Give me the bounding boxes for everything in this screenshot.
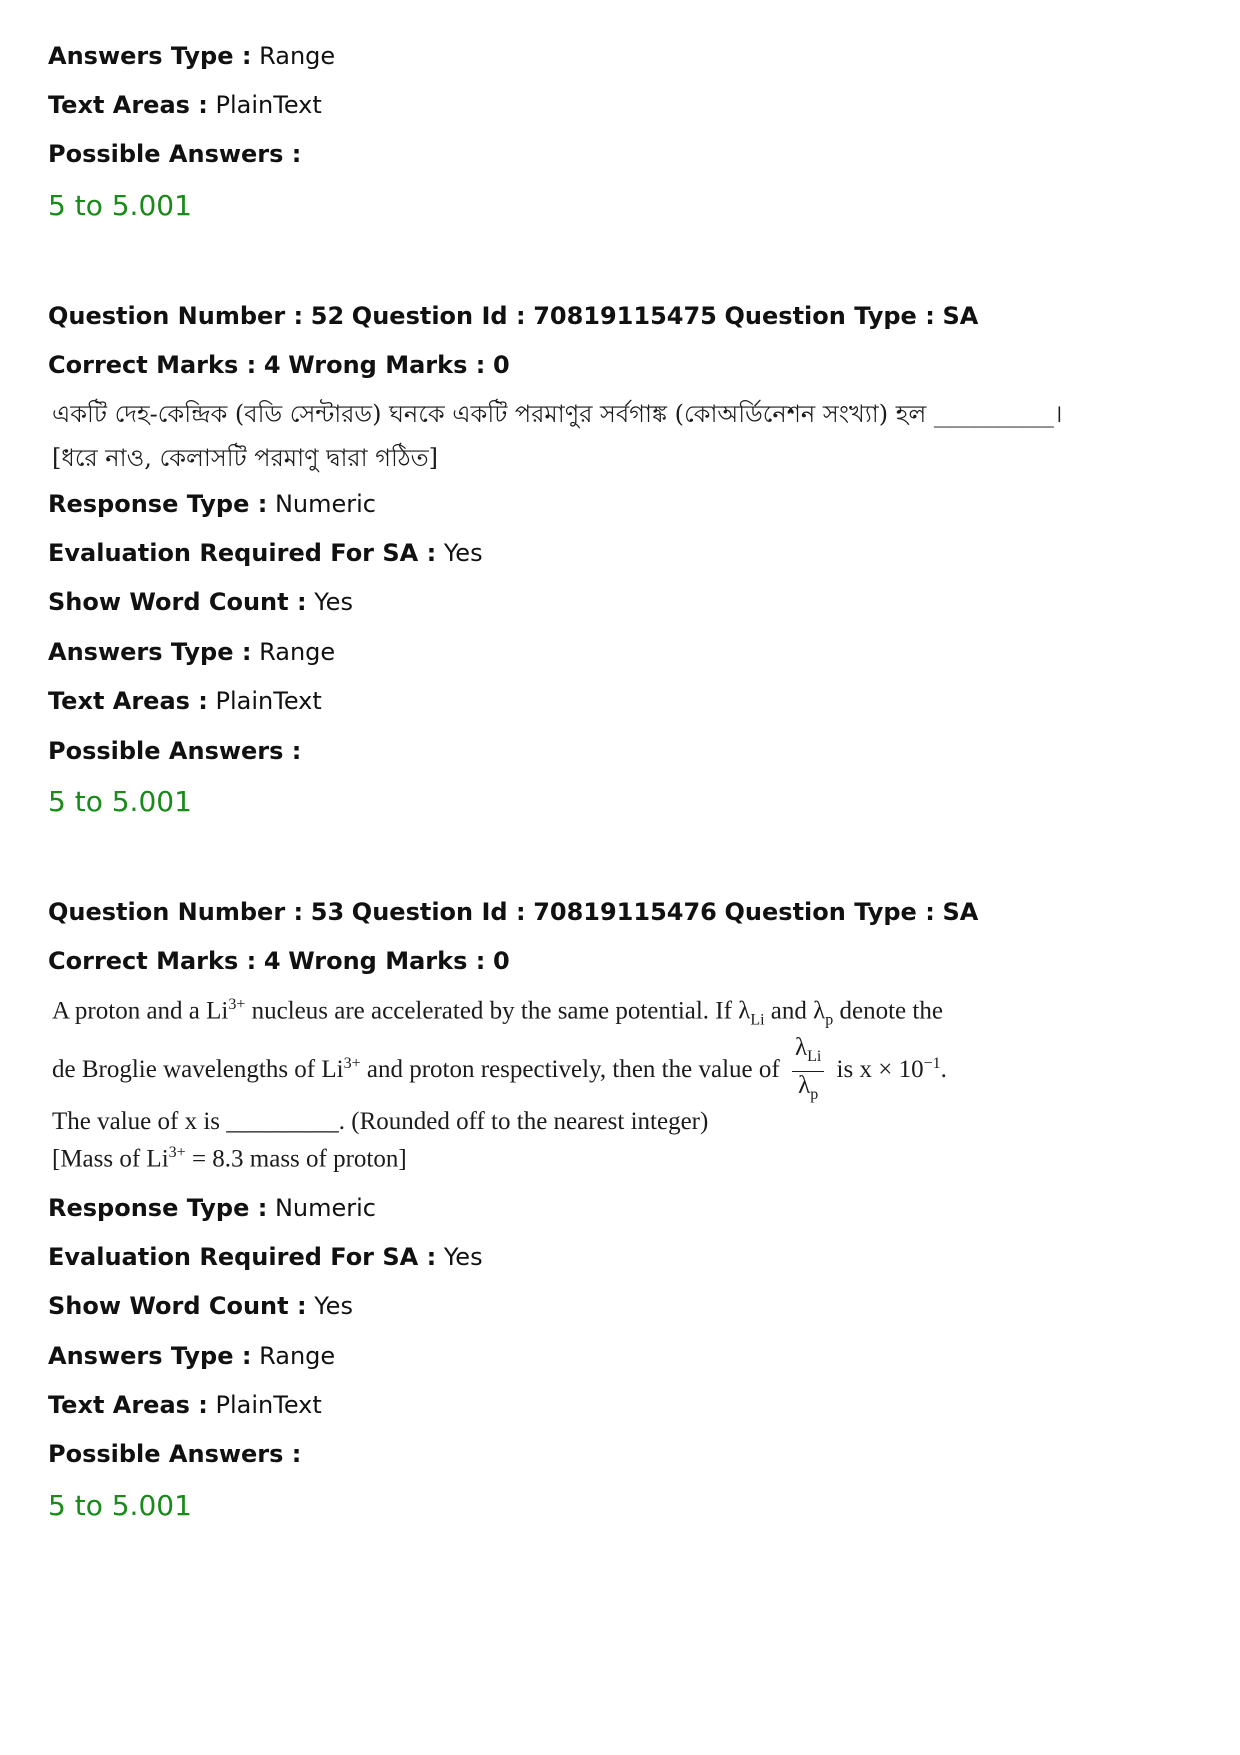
evaluation-required-row bbox=[48, 538, 483, 568]
question-text-line: A proton and a $Li^{3+}$ nucleus are accelerated by the same potential. If $\lambda_{Li}$ and $\lambda_p$ denote the bbox=[52, 996, 943, 1029]
question-type-label: Question Type : bbox=[724, 898, 935, 926]
question-number-value: 52 bbox=[310, 302, 345, 330]
show-word-count-value: Yes bbox=[314, 588, 353, 616]
question-id-label: Question Id : bbox=[351, 302, 526, 330]
answers-type-value: Range bbox=[259, 42, 336, 70]
text-areas-label: Text Areas : bbox=[48, 1391, 208, 1419]
wavelength-ratio-fraction: $\frac{\lambda_{Li}}{\lambda_p}$ bbox=[792, 1034, 824, 1109]
correct-marks-value: 4 bbox=[263, 351, 281, 379]
show-word-count-row bbox=[48, 1291, 353, 1321]
question-header-52 bbox=[48, 301, 978, 331]
question-type-value: SA bbox=[942, 898, 979, 926]
wrong-marks-value: 0 bbox=[492, 351, 510, 379]
text-areas-label: Text Areas : bbox=[48, 91, 208, 119]
show-word-count-label: Show Word Count : bbox=[48, 588, 307, 616]
wrong-marks-label: Wrong Marks : bbox=[288, 351, 486, 379]
evaluation-required-label: Evaluation Required For SA : bbox=[48, 1243, 437, 1271]
text-areas-value: PlainText bbox=[215, 1391, 322, 1419]
evaluation-required-row bbox=[48, 1242, 483, 1272]
question-number-label: Question Number : bbox=[48, 302, 304, 330]
question-text-line: The value of x is _________. (Rounded off to the nearest integer) bbox=[52, 1108, 709, 1135]
correct-marks-label: Correct Marks : bbox=[48, 947, 257, 975]
text-areas-value: PlainText bbox=[215, 91, 322, 119]
possible-answer-value: 5 to 5.001 bbox=[48, 189, 192, 222]
question-text-52 bbox=[52, 392, 1062, 480]
question-text-line: de Broglie wavelengths of $Li^{3+}$ and proton respectively, then the value of $\frac{\lambda_{Li}}{\lambda_p}$ is $x \times 10^{-1}$. bbox=[52, 1034, 947, 1109]
possible-answers-label: Possible Answers : bbox=[48, 140, 302, 168]
answers-type-value: Range bbox=[259, 1342, 336, 1370]
response-type-row bbox=[48, 489, 376, 519]
response-type-value: Numeric bbox=[274, 1194, 376, 1222]
question-text-53 bbox=[52, 990, 1012, 1180]
possible-answer-value: 5 to 5.001 bbox=[48, 1489, 192, 1522]
question-header-53 bbox=[48, 897, 978, 927]
answers-type-value: Range bbox=[259, 638, 336, 666]
answers-type-label: Answers Type : bbox=[48, 638, 252, 666]
text-areas-row bbox=[48, 686, 322, 716]
question-id-value: 70819115475 bbox=[533, 302, 717, 330]
wrong-marks-value: 0 bbox=[492, 947, 510, 975]
wrong-marks-label: Wrong Marks : bbox=[288, 947, 486, 975]
response-type-label: Response Type : bbox=[48, 490, 268, 518]
evaluation-required-label: Evaluation Required For SA : bbox=[48, 539, 437, 567]
question-text-line: একটি দেহ-কেন্দ্রিক (বডি সেন্টারড) ঘনকে একটি পরমাণুর সর্বগাঙ্ক (কোঅর্ডিনেশন সংখ্যা) হল __________। bbox=[52, 400, 1063, 428]
show-word-count-value: Yes bbox=[314, 1292, 353, 1320]
answers-type-row bbox=[48, 1341, 335, 1371]
correct-marks-label: Correct Marks : bbox=[48, 351, 257, 379]
evaluation-required-value: Yes bbox=[443, 1243, 483, 1271]
answers-type-row bbox=[48, 41, 335, 71]
text-areas-value: PlainText bbox=[215, 687, 322, 715]
marks-row-53 bbox=[48, 946, 510, 976]
correct-marks-value: 4 bbox=[263, 947, 281, 975]
question-text-line: [ধরে নাও, কেলাসটি পরমাণু দ্বারা গঠিত] bbox=[52, 444, 439, 472]
possible-answer-value: 5 to 5.001 bbox=[48, 785, 192, 818]
possible-answers-row bbox=[48, 736, 301, 766]
question-number-value: 53 bbox=[310, 898, 345, 926]
possible-answers-label: Possible Answers : bbox=[48, 737, 302, 765]
response-type-row bbox=[48, 1193, 376, 1223]
text-areas-row bbox=[48, 1390, 322, 1420]
evaluation-required-value: Yes bbox=[443, 539, 483, 567]
possible-answers-label: Possible Answers : bbox=[48, 1440, 302, 1468]
text-areas-row bbox=[48, 90, 322, 120]
answers-type-row bbox=[48, 637, 335, 667]
response-type-value: Numeric bbox=[274, 490, 376, 518]
question-text-line: [Mass of $Li^{3+} = 8.3$ mass of proton] bbox=[52, 1144, 407, 1173]
answers-type-label: Answers Type : bbox=[48, 42, 252, 70]
question-type-value: SA bbox=[942, 302, 979, 330]
possible-answers-row bbox=[48, 139, 301, 169]
show-word-count-row bbox=[48, 587, 353, 617]
possible-answers-row bbox=[48, 1439, 301, 1469]
question-number-label: Question Number : bbox=[48, 898, 304, 926]
question-type-label: Question Type : bbox=[724, 302, 935, 330]
response-type-label: Response Type : bbox=[48, 1194, 268, 1222]
answers-type-label: Answers Type : bbox=[48, 1342, 252, 1370]
show-word-count-label: Show Word Count : bbox=[48, 1292, 307, 1320]
text-areas-label: Text Areas : bbox=[48, 687, 208, 715]
question-id-label: Question Id : bbox=[351, 898, 526, 926]
marks-row-52 bbox=[48, 350, 510, 380]
question-id-value: 70819115476 bbox=[533, 898, 717, 926]
